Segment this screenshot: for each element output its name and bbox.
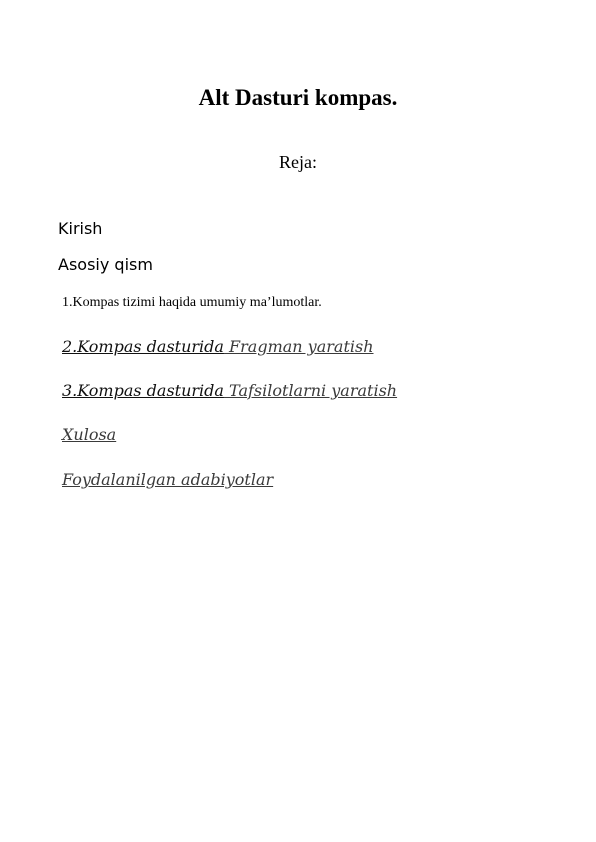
toc-link-fragment[interactable] bbox=[62, 336, 374, 358]
plan-heading: Reja: bbox=[279, 152, 317, 172]
toc-link-references[interactable] bbox=[62, 469, 273, 491]
toc-subitem-1: 1.Kompas tizimi haqida umumiy ma’lumotlar. bbox=[62, 295, 322, 310]
toc-link-details-text[interactable]: Tafsilotlarni yaratish bbox=[223, 381, 398, 400]
toc-link-fragment-prefix[interactable]: 2.Kompas dasturida bbox=[62, 337, 224, 356]
toc-link-references-text[interactable]: Foydalanilgan adabiyotlar bbox=[62, 470, 274, 489]
toc-link-conclusion-text[interactable]: Xulosa bbox=[62, 425, 117, 444]
toc-link-details-prefix[interactable]: 3.Kompas dasturida bbox=[62, 381, 224, 400]
toc-link-fragment-text[interactable]: Fragman yaratish bbox=[223, 337, 374, 356]
toc-link-conclusion[interactable] bbox=[62, 424, 116, 446]
page-title: Alt Dasturi kompas. bbox=[198, 85, 398, 110]
toc-item-intro: Kirish bbox=[58, 219, 103, 238]
toc-item-main-part: Asosiy qism bbox=[58, 255, 153, 274]
toc-link-details[interactable] bbox=[62, 380, 397, 402]
